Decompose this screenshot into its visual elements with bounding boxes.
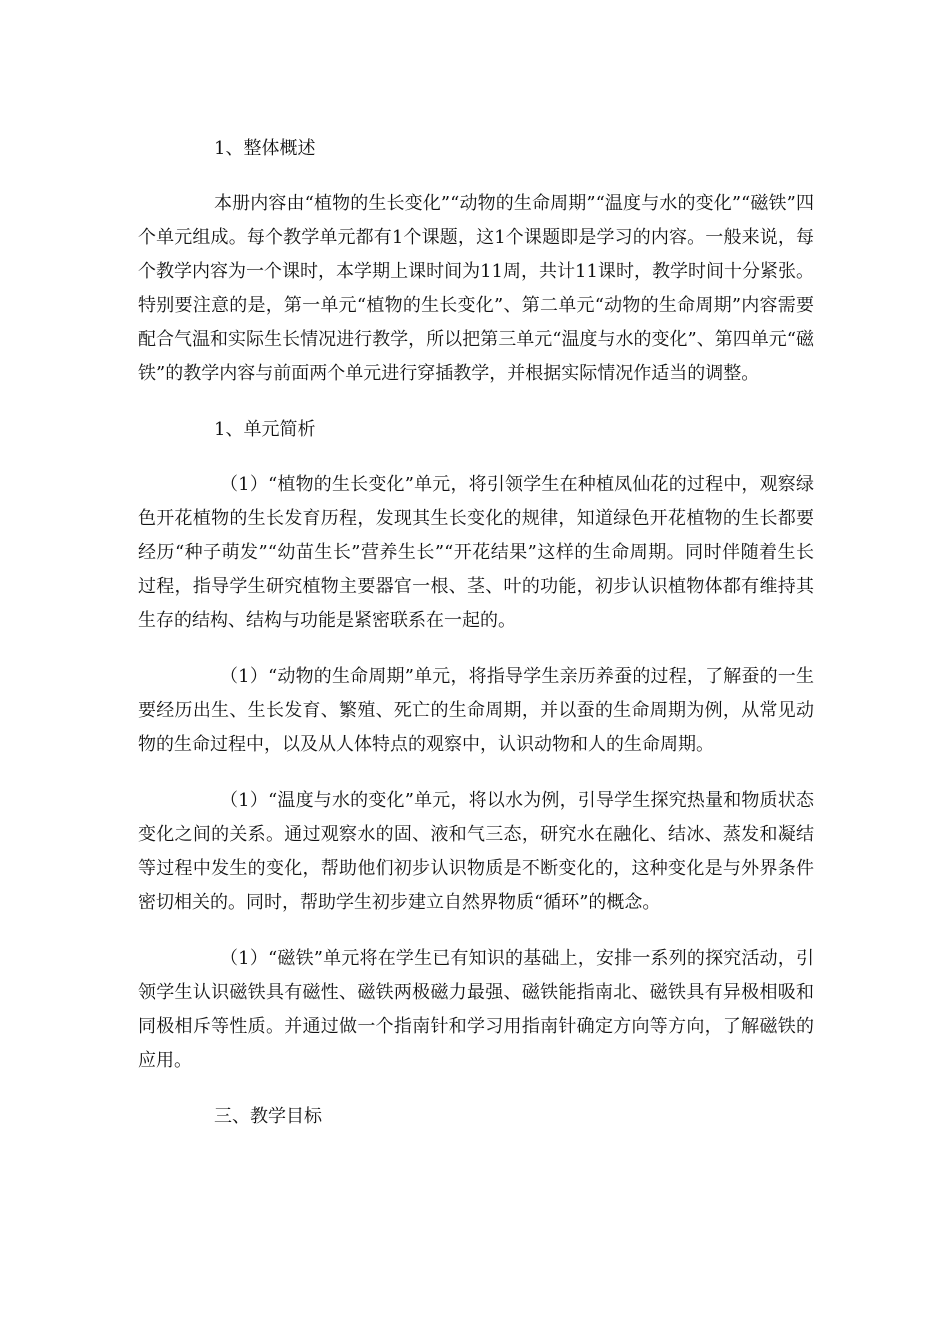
unit-plant-paragraph: （1）“植物的生长变化”单元，将引领学生在种植凤仙花的过程中，观察绿色开花植物的生长发育历程，发现其生长变化的规律，知道绿色开花植物的生长都要经历“种子萌发”“幼苗生长”营养生长”“开花结果”这样的生命周期。同时伴随着生长过程，指导学生研究植物主要器官一根、茎、叶的功能，初步认识植物体都有维持其生存的结构、结构与功能是紧密联系在一起的。 — [138, 474, 814, 631]
section-heading-teaching-goals: 三、教学目标 — [214, 1106, 322, 1127]
section-heading-unit-analysis: 1、单元简析 — [214, 419, 316, 440]
document-body — [138, 132, 814, 1134]
overview-paragraph: 本册内容由“植物的生长变化”“动物的生命周期”“温度与水的变化”“磁铁”四个单元组成。每个教学单元都有1个课题，这1个课题即是学习的内容。一般来说，每个教学内容为一个课时，本学期上课时间为11周，共计11课时，教学时间十分紧张。特别要注意的是，第一单元“植物的生长变化”、第二单元“动物的生命周期”内容需要配合气温和实际生长情况进行教学，所以把第三单元“温度与水的变化”、第四单元“磁铁”的教学内容与前面两个单元进行穿插教学，并根据实际情况作适当的调整。 — [138, 193, 814, 384]
unit-magnet-paragraph: （1）“磁铁”单元将在学生已有知识的基础上，安排一系列的探究活动，引领学生认识磁铁具有磁性、磁铁两极磁力最强、磁铁能指南北、磁铁具有异极相吸和同极相斥等性质。并通过做一个指南针和学习用指南针确定方向等方向，了解磁铁的应用。 — [138, 948, 814, 1071]
unit-temperature-water-paragraph: （1）“温度与水的变化”单元，将以水为例，引导学生探究热量和物质状态变化之间的关系。通过观察水的固、液和气三态，研究水在融化、结冰、蒸发和凝结等过程中发生的变化，帮助他们初步认识物质是不断变化的，这种变化是与外界条件密切相关的。同时，帮助学生初步建立自然界物质“循环”的概念。 — [138, 790, 814, 913]
section-heading-overview: 1、整体概述 — [214, 138, 316, 159]
unit-animal-paragraph: （1）“动物的生命周期”单元，将指导学生亲历养蚕的过程，了解蚕的一生要经历出生、生长发育、繁殖、死亡的生命周期，并以蚕的生命周期为例，从常见动物的生命过程中，以及从人体特点的观察中，认识动物和人的生命周期。 — [138, 666, 814, 755]
